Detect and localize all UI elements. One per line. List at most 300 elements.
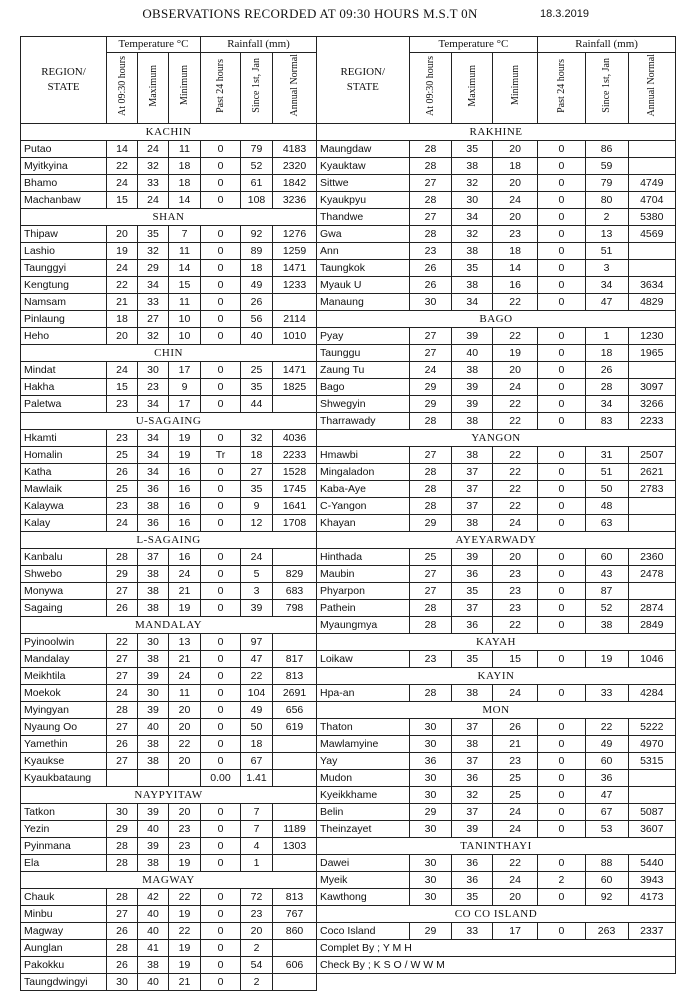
temp-max: 30 [138, 362, 169, 379]
col-header-since-jan: Since 1st, Jan [585, 53, 628, 124]
temp-min: 7 [169, 226, 201, 243]
rain-24h: 0 [201, 634, 241, 651]
temp-min: 24 [493, 804, 538, 821]
table-row [21, 447, 317, 464]
region-group-label: TANINTHAYI [317, 838, 676, 855]
temp-min: 20 [169, 702, 201, 719]
region-group-label: CO CO ISLAND [317, 906, 676, 923]
temp-0930: 30 [107, 974, 138, 991]
report-date: 18.3.2019 [540, 8, 589, 20]
station-name: Mingaladon [317, 464, 410, 481]
temp-max: 40 [138, 923, 169, 940]
temp-0930: 28 [409, 600, 452, 617]
temp-min: 18 [169, 158, 201, 175]
rain-since-jan: 4 [241, 838, 273, 855]
table-row [317, 515, 676, 532]
rain-24h: 0 [538, 821, 585, 838]
temp-min: 23 [493, 753, 538, 770]
rain-since-jan: 19 [585, 651, 628, 668]
rain-since-jan: 22 [585, 719, 628, 736]
temp-max: 36 [138, 515, 169, 532]
rain-24h: 0 [201, 719, 241, 736]
table-row [21, 396, 317, 413]
rain-annual-normal: 798 [273, 600, 317, 617]
rain-since-jan: 47 [241, 651, 273, 668]
temp-0930: 28 [107, 702, 138, 719]
rain-since-jan: 49 [241, 702, 273, 719]
right-observation-table [316, 36, 676, 974]
rain-24h: 0 [538, 617, 585, 634]
rain-annual-normal: 4173 [628, 889, 675, 906]
footer-row [317, 957, 676, 974]
temp-min: 19 [169, 430, 201, 447]
temp-min: 24 [493, 821, 538, 838]
temp-max: 29 [138, 260, 169, 277]
rain-since-jan: 31 [585, 447, 628, 464]
rain-24h: 0 [538, 158, 585, 175]
rain-annual-normal [628, 787, 675, 804]
temp-0930: 28 [107, 889, 138, 906]
temp-max: 38 [452, 447, 493, 464]
rain-since-jan: 87 [585, 583, 628, 600]
rain-since-jan: 13 [585, 226, 628, 243]
rain-since-jan: 5 [241, 566, 273, 583]
rain-24h: 0 [538, 549, 585, 566]
rain-annual-normal: 4704 [628, 192, 675, 209]
table-row [21, 923, 317, 940]
table-row [21, 498, 317, 515]
rain-since-jan: 59 [585, 158, 628, 175]
station-name: Myitkyina [21, 158, 107, 175]
station-name: Namsam [21, 294, 107, 311]
temp-0930: 27 [409, 447, 452, 464]
temp-max: 37 [452, 600, 493, 617]
temp-max: 35 [138, 226, 169, 243]
temp-min: 25 [493, 787, 538, 804]
rain-24h: 0 [201, 736, 241, 753]
rain-24h: 0 [201, 379, 241, 396]
station-name: Pathein [317, 600, 410, 617]
region-group-row [21, 872, 317, 889]
temp-0930: 30 [409, 787, 452, 804]
temp-0930: 28 [107, 855, 138, 872]
temp-0930: 21 [107, 294, 138, 311]
temp-min: 21 [169, 651, 201, 668]
station-name: Myauk U [317, 277, 410, 294]
table-row [317, 175, 676, 192]
temp-max: 38 [138, 736, 169, 753]
station-name: Hpa-an [317, 685, 410, 702]
rain-since-jan: 92 [585, 889, 628, 906]
temp-0930: 30 [409, 889, 452, 906]
temp-min: 22 [493, 447, 538, 464]
temp-max: 38 [138, 651, 169, 668]
rain-since-jan: 20 [241, 923, 273, 940]
temp-max: 34 [138, 447, 169, 464]
rain-annual-normal: 1471 [273, 362, 317, 379]
table-row [317, 345, 676, 362]
rain-annual-normal: 817 [273, 651, 317, 668]
rain-24h: 0 [538, 243, 585, 260]
table-row [317, 855, 676, 872]
temp-0930: 26 [107, 923, 138, 940]
temp-min: 19 [169, 447, 201, 464]
table-row [317, 770, 676, 787]
region-group-label: L-SAGAING [21, 532, 317, 549]
rain-since-jan: 263 [585, 923, 628, 940]
station-name: Magway [21, 923, 107, 940]
rain-since-jan: 86 [585, 141, 628, 158]
temp-max: 38 [138, 855, 169, 872]
temp-min: 13 [169, 634, 201, 651]
temp-min: 16 [169, 481, 201, 498]
station-name: Nyaung Oo [21, 719, 107, 736]
rain-annual-normal [273, 753, 317, 770]
station-name: Taungdwingyi [21, 974, 107, 991]
rain-24h: 0 [538, 753, 585, 770]
rain-24h: 0 [538, 583, 585, 600]
station-name: Mawlaik [21, 481, 107, 498]
station-name: Hkamti [21, 430, 107, 447]
region-group-row [317, 532, 676, 549]
station-name: Tatkon [21, 804, 107, 821]
rain-24h: 0 [201, 430, 241, 447]
rain-24h: 0 [201, 940, 241, 957]
region-group-row [317, 634, 676, 651]
temp-min: 11 [169, 141, 201, 158]
rain-24h: 0 [201, 566, 241, 583]
temp-min: 10 [169, 311, 201, 328]
table-row [21, 838, 317, 855]
table-row [21, 702, 317, 719]
temp-0930: 27 [409, 175, 452, 192]
temp-0930: 23 [107, 498, 138, 515]
rain-24h: 0 [538, 175, 585, 192]
table-row [21, 668, 317, 685]
rain-annual-normal: 3607 [628, 821, 675, 838]
temp-min: 24 [169, 566, 201, 583]
station-name: Minbu [21, 906, 107, 923]
table-row [21, 311, 317, 328]
rain-24h: 0 [201, 855, 241, 872]
rain-24h: 0 [538, 804, 585, 821]
rain-24h: 0 [201, 294, 241, 311]
temp-max: 30 [138, 685, 169, 702]
temp-0930: 28 [409, 413, 452, 430]
station-name: Myeik [317, 872, 410, 889]
station-name: Chauk [21, 889, 107, 906]
rain-24h: 0 [201, 685, 241, 702]
rain-since-jan: 26 [241, 294, 273, 311]
table-row [317, 209, 676, 226]
temp-max [138, 770, 169, 787]
rain-annual-normal [273, 549, 317, 566]
table-row [21, 974, 317, 991]
temp-max: 39 [138, 804, 169, 821]
rain-annual-normal: 1230 [628, 328, 675, 345]
temp-0930: 19 [107, 243, 138, 260]
table-row [317, 362, 676, 379]
station-name: Pakokku [21, 957, 107, 974]
rain-since-jan: 18 [585, 345, 628, 362]
rain-since-jan: 67 [241, 753, 273, 770]
rain-annual-normal: 829 [273, 566, 317, 583]
rain-annual-normal: 1010 [273, 328, 317, 345]
temp-0930: 26 [107, 600, 138, 617]
rain-since-jan: 88 [585, 855, 628, 872]
station-name: Taunggu [317, 345, 410, 362]
table-row [21, 192, 317, 209]
table-row [317, 566, 676, 583]
temp-min: 26 [493, 719, 538, 736]
rain-annual-normal: 1745 [273, 481, 317, 498]
rain-24h: 0 [201, 141, 241, 158]
region-group-label: YANGON [317, 430, 676, 447]
rain-24h: 0 [201, 906, 241, 923]
col-header-annual-normal: Annual Normal [273, 53, 317, 124]
temp-max: 35 [452, 260, 493, 277]
temp-0930: 26 [409, 260, 452, 277]
table-row [21, 243, 317, 260]
station-name: Maungdaw [317, 141, 410, 158]
rain-annual-normal: 4569 [628, 226, 675, 243]
temp-0930: 28 [409, 617, 452, 634]
temp-min: 16 [169, 549, 201, 566]
temp-0930: 26 [107, 736, 138, 753]
region-header: REGION/ STATE [317, 37, 410, 124]
temp-0930: 26 [107, 957, 138, 974]
station-name: Bago [317, 379, 410, 396]
rain-annual-normal: 5440 [628, 855, 675, 872]
table-row [21, 940, 317, 957]
region-group-label: KACHIN [21, 124, 317, 141]
table-row [317, 277, 676, 294]
temp-min: 22 [493, 396, 538, 413]
temp-min: 9 [169, 379, 201, 396]
temperature-group-header: Temperature °C [409, 37, 538, 53]
temp-0930: 27 [107, 668, 138, 685]
region-group-row [317, 906, 676, 923]
rain-annual-normal: 5380 [628, 209, 675, 226]
station-name: Homalin [21, 447, 107, 464]
station-name: Kaba-Aye [317, 481, 410, 498]
temp-0930: 26 [409, 277, 452, 294]
temp-min: 14 [169, 260, 201, 277]
col-header-0930: At 09:30 hours [409, 53, 452, 124]
temp-min: 22 [169, 736, 201, 753]
temp-max: 39 [138, 838, 169, 855]
table-row [21, 294, 317, 311]
region-group-label: MON [317, 702, 676, 719]
rain-24h: 0 [201, 277, 241, 294]
temp-min: 22 [493, 855, 538, 872]
temp-max: 37 [452, 753, 493, 770]
rain-24h: 0 [201, 311, 241, 328]
rain-since-jan: 3 [585, 260, 628, 277]
station-name: Mindat [21, 362, 107, 379]
temp-0930: 20 [107, 226, 138, 243]
station-name: Mudon [317, 770, 410, 787]
temp-min: 16 [169, 498, 201, 515]
temp-0930: 29 [409, 396, 452, 413]
table-row [317, 413, 676, 430]
temp-0930: 28 [409, 158, 452, 175]
rain-annual-normal: 4749 [628, 175, 675, 192]
table-row [317, 804, 676, 821]
temp-0930: 26 [107, 464, 138, 481]
rain-since-jan: 49 [241, 277, 273, 294]
temp-max: 37 [452, 464, 493, 481]
rain-annual-normal: 3266 [628, 396, 675, 413]
temp-0930: 24 [107, 685, 138, 702]
temp-0930: 28 [107, 940, 138, 957]
temp-max: 37 [452, 481, 493, 498]
table-row [21, 906, 317, 923]
station-name: Bhamo [21, 175, 107, 192]
table-row [21, 549, 317, 566]
rain-24h: 0 [538, 413, 585, 430]
region-group-label: BAGO [317, 311, 676, 328]
rain-annual-normal [628, 498, 675, 515]
rain-annual-normal: 2621 [628, 464, 675, 481]
temp-0930: 25 [409, 549, 452, 566]
temp-min: 24 [493, 379, 538, 396]
station-name: Yezin [21, 821, 107, 838]
temp-0930: 30 [409, 770, 452, 787]
table-row [317, 481, 676, 498]
rain-since-jan: 18 [241, 260, 273, 277]
col-header-since-jan: Since 1st, Jan [241, 53, 273, 124]
rain-since-jan: 54 [241, 957, 273, 974]
temp-min: 22 [493, 294, 538, 311]
temp-0930: 22 [107, 277, 138, 294]
station-name: Kalaywa [21, 498, 107, 515]
rain-24h: 0 [201, 328, 241, 345]
temp-max: 40 [138, 821, 169, 838]
temp-0930: 28 [409, 192, 452, 209]
rain-since-jan: 52 [585, 600, 628, 617]
temp-max: 40 [452, 345, 493, 362]
region-group-label: KAYAH [317, 634, 676, 651]
rain-24h: 0 [201, 821, 241, 838]
temp-max: 34 [452, 294, 493, 311]
table-row [317, 158, 676, 175]
station-name: C-Yangon [317, 498, 410, 515]
rain-24h: 0 [538, 396, 585, 413]
rain-annual-normal: 656 [273, 702, 317, 719]
region-group-row [21, 209, 317, 226]
temp-min: 16 [169, 464, 201, 481]
rain-since-jan: 44 [241, 396, 273, 413]
rain-since-jan: 18 [241, 447, 273, 464]
rain-since-jan: 89 [241, 243, 273, 260]
station-name: Shwegyin [317, 396, 410, 413]
temp-min: 22 [493, 481, 538, 498]
rain-since-jan: 104 [241, 685, 273, 702]
rain-24h: 0 [201, 838, 241, 855]
station-name: Shwebo [21, 566, 107, 583]
rain-24h: 0 [201, 804, 241, 821]
rain-24h: 0 [538, 345, 585, 362]
rain-annual-normal: 1046 [628, 651, 675, 668]
temp-max: 33 [138, 175, 169, 192]
rain-annual-normal: 4829 [628, 294, 675, 311]
temp-0930: 24 [107, 260, 138, 277]
table-row [317, 651, 676, 668]
rain-24h: 0 [538, 447, 585, 464]
rain-since-jan: 60 [585, 549, 628, 566]
rain-24h: 0 [201, 974, 241, 991]
rain-annual-normal [628, 362, 675, 379]
rain-annual-normal [628, 243, 675, 260]
station-name: Heho [21, 328, 107, 345]
station-name: Ann [317, 243, 410, 260]
rain-annual-normal: 3634 [628, 277, 675, 294]
temp-min: 22 [169, 923, 201, 940]
rain-annual-normal [628, 583, 675, 600]
rain-annual-normal: 1471 [273, 260, 317, 277]
station-name: Kengtung [21, 277, 107, 294]
rain-annual-normal: 813 [273, 668, 317, 685]
station-name: Kalay [21, 515, 107, 532]
rain-annual-normal [628, 158, 675, 175]
temp-min: 22 [493, 413, 538, 430]
station-name: Pyinoolwin [21, 634, 107, 651]
rain-24h: 0 [201, 464, 241, 481]
temp-min: 14 [493, 260, 538, 277]
col-header-past24: Past 24 hours [201, 53, 241, 124]
region-group-row [21, 787, 317, 804]
table-row [317, 872, 676, 889]
col-header-maximum: Maximum [452, 53, 493, 124]
table-row [21, 328, 317, 345]
rain-24h: 0 [538, 141, 585, 158]
table-row [317, 260, 676, 277]
temp-min: 18 [493, 243, 538, 260]
temp-max: 38 [452, 158, 493, 175]
station-name: Meikhtila [21, 668, 107, 685]
temp-0930: 23 [107, 396, 138, 413]
temp-max: 23 [138, 379, 169, 396]
temp-max: 36 [452, 617, 493, 634]
station-name: Aunglan [21, 940, 107, 957]
table-row [317, 464, 676, 481]
rain-24h: 0 [538, 600, 585, 617]
station-name: Kyaukse [21, 753, 107, 770]
temp-0930: 29 [107, 821, 138, 838]
station-name: Yamethin [21, 736, 107, 753]
station-name: Kyauktaw [317, 158, 410, 175]
temp-min: 21 [493, 736, 538, 753]
rain-annual-normal: 2114 [273, 311, 317, 328]
region-group-row [21, 345, 317, 362]
region-group-label: KAYIN [317, 668, 676, 685]
temp-min: 23 [169, 821, 201, 838]
footer-text: Complet By ; Y M H [317, 940, 676, 957]
rain-since-jan: 72 [241, 889, 273, 906]
temp-max: 35 [452, 651, 493, 668]
temp-max: 36 [452, 566, 493, 583]
temp-max: 27 [138, 311, 169, 328]
temp-min: 23 [493, 583, 538, 600]
rain-24h: 0 [538, 566, 585, 583]
table-row [21, 379, 317, 396]
rain-since-jan: 52 [241, 158, 273, 175]
rain-since-jan: 7 [241, 804, 273, 821]
rain-annual-normal [628, 770, 675, 787]
temp-min: 19 [169, 600, 201, 617]
temp-max: 41 [138, 940, 169, 957]
